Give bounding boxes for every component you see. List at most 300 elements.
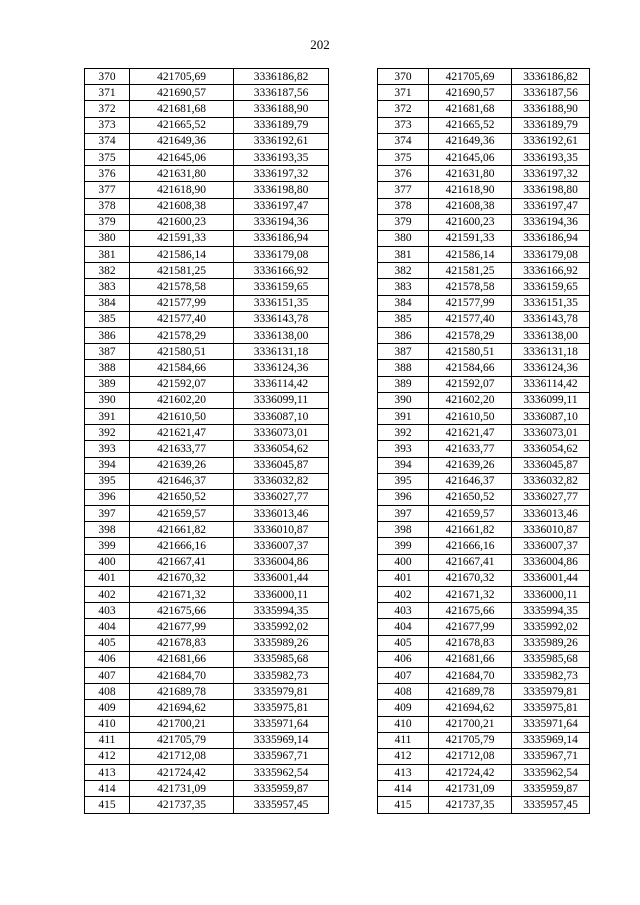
table-row xyxy=(85,635,329,651)
point-number-cell: 392 xyxy=(378,425,429,441)
point-number-cell: 398 xyxy=(85,522,130,538)
y-coordinate-cell: 3336143,78 xyxy=(512,311,590,327)
y-coordinate-cell: 3336189,79 xyxy=(512,117,590,133)
y-coordinate-cell: 3335989,26 xyxy=(512,635,590,651)
x-coordinate-cell: 421670,32 xyxy=(429,570,512,586)
point-number-cell: 400 xyxy=(85,554,130,570)
x-coordinate-cell: 421724,42 xyxy=(130,765,234,781)
y-coordinate-cell: 3335975,81 xyxy=(234,700,329,716)
table-row xyxy=(85,392,329,408)
y-coordinate-cell: 3335979,81 xyxy=(234,684,329,700)
y-coordinate-cell: 3336004,86 xyxy=(234,554,329,570)
table-row xyxy=(378,344,590,360)
point-number-cell: 411 xyxy=(85,732,130,748)
y-coordinate-cell: 3335959,87 xyxy=(512,781,590,797)
point-number-cell: 406 xyxy=(378,651,429,667)
table-row xyxy=(85,506,329,522)
x-coordinate-cell: 421712,08 xyxy=(130,748,234,764)
x-coordinate-cell: 421724,42 xyxy=(429,765,512,781)
point-number-cell: 385 xyxy=(85,311,130,327)
y-coordinate-cell: 3336099,11 xyxy=(234,392,329,408)
y-coordinate-cell: 3336188,90 xyxy=(512,101,590,117)
point-number-cell: 397 xyxy=(378,506,429,522)
table-row xyxy=(378,716,590,732)
point-number-cell: 409 xyxy=(378,700,429,716)
x-coordinate-cell: 421577,99 xyxy=(130,295,234,311)
x-coordinate-cell: 421712,08 xyxy=(429,748,512,764)
y-coordinate-cell: 3335971,64 xyxy=(234,716,329,732)
x-coordinate-cell: 421621,47 xyxy=(130,425,234,441)
x-coordinate-cell: 421591,33 xyxy=(429,230,512,246)
table-row xyxy=(378,263,590,279)
table-row xyxy=(85,732,329,748)
table-row xyxy=(85,344,329,360)
y-coordinate-cell: 3336000,11 xyxy=(512,587,590,603)
point-number-cell: 413 xyxy=(85,765,130,781)
x-coordinate-cell: 421633,77 xyxy=(130,441,234,457)
y-coordinate-cell: 3336187,56 xyxy=(234,85,329,101)
point-number-cell: 373 xyxy=(378,117,429,133)
point-number-cell: 384 xyxy=(85,295,130,311)
x-coordinate-cell: 421731,09 xyxy=(130,781,234,797)
x-coordinate-cell: 421690,57 xyxy=(429,85,512,101)
table-row xyxy=(378,360,590,376)
y-coordinate-cell: 3336054,62 xyxy=(234,441,329,457)
x-coordinate-cell: 421577,40 xyxy=(130,311,234,327)
coordinates-table-left xyxy=(84,68,329,814)
point-number-cell: 390 xyxy=(378,392,429,408)
point-number-cell: 414 xyxy=(378,781,429,797)
y-coordinate-cell: 3336159,65 xyxy=(234,279,329,295)
point-number-cell: 404 xyxy=(378,619,429,635)
table-row xyxy=(85,85,329,101)
point-number-cell: 370 xyxy=(85,69,130,85)
y-coordinate-cell: 3335967,71 xyxy=(512,748,590,764)
point-number-cell: 413 xyxy=(378,765,429,781)
y-coordinate-cell: 3336189,79 xyxy=(234,117,329,133)
y-coordinate-cell: 3336114,42 xyxy=(234,376,329,392)
y-coordinate-cell: 3335982,73 xyxy=(512,667,590,683)
y-coordinate-cell: 3336194,36 xyxy=(512,214,590,230)
y-coordinate-cell: 3336027,77 xyxy=(512,489,590,505)
y-coordinate-cell: 3336179,08 xyxy=(234,247,329,263)
x-coordinate-cell: 421731,09 xyxy=(429,781,512,797)
point-number-cell: 379 xyxy=(378,214,429,230)
x-coordinate-cell: 421690,57 xyxy=(130,85,234,101)
table-row xyxy=(85,651,329,667)
x-coordinate-cell: 421681,66 xyxy=(429,651,512,667)
table-row xyxy=(85,765,329,781)
table-row xyxy=(378,328,590,344)
table-row xyxy=(378,69,590,85)
point-number-cell: 379 xyxy=(85,214,130,230)
point-number-cell: 403 xyxy=(378,603,429,619)
table-row xyxy=(378,748,590,764)
table-row xyxy=(378,603,590,619)
y-coordinate-cell: 3336007,37 xyxy=(512,538,590,554)
y-coordinate-cell: 3335971,64 xyxy=(512,716,590,732)
y-coordinate-cell: 3335969,14 xyxy=(234,732,329,748)
y-coordinate-cell: 3335985,68 xyxy=(234,651,329,667)
y-coordinate-cell: 3336087,10 xyxy=(512,408,590,424)
x-coordinate-cell: 421666,16 xyxy=(130,538,234,554)
table-row xyxy=(85,149,329,165)
table-row xyxy=(378,247,590,263)
table-row xyxy=(85,198,329,214)
table-row xyxy=(85,425,329,441)
x-coordinate-cell: 421581,25 xyxy=(130,263,234,279)
point-number-cell: 374 xyxy=(378,133,429,149)
point-number-cell: 391 xyxy=(378,408,429,424)
table-row xyxy=(378,457,590,473)
y-coordinate-cell: 3335975,81 xyxy=(512,700,590,716)
y-coordinate-cell: 3336151,35 xyxy=(512,295,590,311)
table-row xyxy=(85,522,329,538)
table-row xyxy=(85,360,329,376)
x-coordinate-cell: 421677,99 xyxy=(130,619,234,635)
table-row xyxy=(378,554,590,570)
x-coordinate-cell: 421586,14 xyxy=(429,247,512,263)
point-number-cell: 404 xyxy=(85,619,130,635)
y-coordinate-cell: 3336192,61 xyxy=(512,133,590,149)
y-coordinate-cell: 3336197,32 xyxy=(512,166,590,182)
table-row xyxy=(378,85,590,101)
table-row xyxy=(85,328,329,344)
table-row xyxy=(378,166,590,182)
y-coordinate-cell: 3336032,82 xyxy=(512,473,590,489)
x-coordinate-cell: 421646,37 xyxy=(130,473,234,489)
x-coordinate-cell: 421610,50 xyxy=(130,408,234,424)
point-number-cell: 410 xyxy=(85,716,130,732)
x-coordinate-cell: 421667,41 xyxy=(130,554,234,570)
table-row xyxy=(378,425,590,441)
table-row xyxy=(378,101,590,117)
point-number-cell: 405 xyxy=(85,635,130,651)
x-coordinate-cell: 421586,14 xyxy=(130,247,234,263)
point-number-cell: 406 xyxy=(85,651,130,667)
x-coordinate-cell: 421705,79 xyxy=(429,732,512,748)
point-number-cell: 395 xyxy=(378,473,429,489)
point-number-cell: 405 xyxy=(378,635,429,651)
y-coordinate-cell: 3336186,94 xyxy=(234,230,329,246)
y-coordinate-cell: 3336032,82 xyxy=(234,473,329,489)
point-number-cell: 375 xyxy=(85,149,130,165)
point-number-cell: 402 xyxy=(378,587,429,603)
y-coordinate-cell: 3335982,73 xyxy=(234,667,329,683)
y-coordinate-cell: 3336197,32 xyxy=(234,166,329,182)
table-row xyxy=(85,619,329,635)
point-number-cell: 384 xyxy=(378,295,429,311)
table-row xyxy=(85,441,329,457)
x-coordinate-cell: 421659,57 xyxy=(429,506,512,522)
table-row xyxy=(85,489,329,505)
y-coordinate-cell: 3336197,47 xyxy=(234,198,329,214)
point-number-cell: 412 xyxy=(85,748,130,764)
y-coordinate-cell: 3336194,36 xyxy=(234,214,329,230)
table-row xyxy=(85,570,329,586)
table-row xyxy=(378,781,590,797)
x-coordinate-cell: 421689,78 xyxy=(130,684,234,700)
y-coordinate-cell: 3336192,61 xyxy=(234,133,329,149)
x-coordinate-cell: 421684,70 xyxy=(130,667,234,683)
x-coordinate-cell: 421684,70 xyxy=(429,667,512,683)
y-coordinate-cell: 3336186,82 xyxy=(512,69,590,85)
table-row xyxy=(85,117,329,133)
y-coordinate-cell: 3336013,46 xyxy=(234,506,329,522)
y-coordinate-cell: 3336004,86 xyxy=(512,554,590,570)
point-number-cell: 394 xyxy=(378,457,429,473)
x-coordinate-cell: 421681,66 xyxy=(130,651,234,667)
table-row xyxy=(85,230,329,246)
y-coordinate-cell: 3336187,56 xyxy=(512,85,590,101)
table-row xyxy=(378,441,590,457)
point-number-cell: 374 xyxy=(85,133,130,149)
x-coordinate-cell: 421621,47 xyxy=(429,425,512,441)
point-number-cell: 388 xyxy=(378,360,429,376)
point-number-cell: 415 xyxy=(85,797,130,813)
point-number-cell: 410 xyxy=(378,716,429,732)
x-coordinate-cell: 421578,58 xyxy=(429,279,512,295)
x-coordinate-cell: 421610,50 xyxy=(429,408,512,424)
y-coordinate-cell: 3336131,18 xyxy=(234,344,329,360)
table-row xyxy=(85,781,329,797)
x-coordinate-cell: 421639,26 xyxy=(429,457,512,473)
x-coordinate-cell: 421645,06 xyxy=(429,149,512,165)
x-coordinate-cell: 421677,99 xyxy=(429,619,512,635)
y-coordinate-cell: 3335957,45 xyxy=(512,797,590,813)
point-number-cell: 387 xyxy=(85,344,130,360)
point-number-cell: 399 xyxy=(378,538,429,554)
y-coordinate-cell: 3336073,01 xyxy=(234,425,329,441)
y-coordinate-cell: 3336000,11 xyxy=(234,587,329,603)
x-coordinate-cell: 421584,66 xyxy=(130,360,234,376)
table-row xyxy=(378,506,590,522)
table-row xyxy=(378,149,590,165)
point-number-cell: 387 xyxy=(378,344,429,360)
point-number-cell: 389 xyxy=(378,376,429,392)
y-coordinate-cell: 3335992,02 xyxy=(234,619,329,635)
x-coordinate-cell: 421631,80 xyxy=(130,166,234,182)
y-coordinate-cell: 3336166,92 xyxy=(512,263,590,279)
y-coordinate-cell: 3336197,47 xyxy=(512,198,590,214)
point-number-cell: 396 xyxy=(85,489,130,505)
point-number-cell: 407 xyxy=(378,667,429,683)
table-row xyxy=(85,797,329,813)
x-coordinate-cell: 421689,78 xyxy=(429,684,512,700)
point-number-cell: 372 xyxy=(85,101,130,117)
point-number-cell: 371 xyxy=(378,85,429,101)
table-row xyxy=(85,748,329,764)
x-coordinate-cell: 421650,52 xyxy=(130,489,234,505)
table-row xyxy=(85,214,329,230)
page-number: 202 xyxy=(310,37,330,52)
x-coordinate-cell: 421671,32 xyxy=(130,587,234,603)
table-row xyxy=(378,311,590,327)
table-row xyxy=(378,522,590,538)
x-coordinate-cell: 421577,40 xyxy=(429,311,512,327)
point-number-cell: 385 xyxy=(378,311,429,327)
y-coordinate-cell: 3336001,44 xyxy=(512,570,590,586)
point-number-cell: 370 xyxy=(378,69,429,85)
y-coordinate-cell: 3336001,44 xyxy=(234,570,329,586)
y-coordinate-cell: 3336010,87 xyxy=(234,522,329,538)
table-row xyxy=(378,570,590,586)
y-coordinate-cell: 3336073,01 xyxy=(512,425,590,441)
y-coordinate-cell: 3335992,02 xyxy=(512,619,590,635)
x-coordinate-cell: 421649,36 xyxy=(429,133,512,149)
y-coordinate-cell: 3336010,87 xyxy=(512,522,590,538)
table-row xyxy=(378,473,590,489)
point-number-cell: 412 xyxy=(378,748,429,764)
y-coordinate-cell: 3335994,35 xyxy=(234,603,329,619)
x-coordinate-cell: 421694,62 xyxy=(429,700,512,716)
table-row xyxy=(378,651,590,667)
table-row xyxy=(85,667,329,683)
point-number-cell: 382 xyxy=(85,263,130,279)
point-number-cell: 414 xyxy=(85,781,130,797)
table-row xyxy=(378,133,590,149)
x-coordinate-cell: 421578,58 xyxy=(130,279,234,295)
x-coordinate-cell: 421661,82 xyxy=(429,522,512,538)
table-row xyxy=(378,198,590,214)
table-row xyxy=(85,311,329,327)
y-coordinate-cell: 3336131,18 xyxy=(512,344,590,360)
y-coordinate-cell: 3335962,54 xyxy=(512,765,590,781)
point-number-cell: 403 xyxy=(85,603,130,619)
point-number-cell: 383 xyxy=(378,279,429,295)
point-number-cell: 376 xyxy=(85,166,130,182)
point-number-cell: 377 xyxy=(85,182,130,198)
y-coordinate-cell: 3336198,80 xyxy=(234,182,329,198)
table-row xyxy=(85,295,329,311)
table-row xyxy=(85,279,329,295)
point-number-cell: 386 xyxy=(85,328,130,344)
y-coordinate-cell: 3335959,87 xyxy=(234,781,329,797)
table-row xyxy=(85,247,329,263)
y-coordinate-cell: 3335979,81 xyxy=(512,684,590,700)
y-coordinate-cell: 3336007,37 xyxy=(234,538,329,554)
x-coordinate-cell: 421737,35 xyxy=(429,797,512,813)
y-coordinate-cell: 3335967,71 xyxy=(234,748,329,764)
x-coordinate-cell: 421600,23 xyxy=(429,214,512,230)
table-row xyxy=(85,376,329,392)
point-number-cell: 411 xyxy=(378,732,429,748)
y-coordinate-cell: 3336151,35 xyxy=(234,295,329,311)
y-coordinate-cell: 3336114,42 xyxy=(512,376,590,392)
y-coordinate-cell: 3336193,35 xyxy=(512,149,590,165)
x-coordinate-cell: 421578,29 xyxy=(429,328,512,344)
x-coordinate-cell: 421666,16 xyxy=(429,538,512,554)
y-coordinate-cell: 3336188,90 xyxy=(234,101,329,117)
table-row xyxy=(85,538,329,554)
y-coordinate-cell: 3335985,68 xyxy=(512,651,590,667)
y-coordinate-cell: 3336124,36 xyxy=(512,360,590,376)
x-coordinate-cell: 421602,20 xyxy=(429,392,512,408)
x-coordinate-cell: 421580,51 xyxy=(429,344,512,360)
y-coordinate-cell: 3336027,77 xyxy=(234,489,329,505)
point-number-cell: 377 xyxy=(378,182,429,198)
point-number-cell: 383 xyxy=(85,279,130,295)
y-coordinate-cell: 3336198,80 xyxy=(512,182,590,198)
x-coordinate-cell: 421608,38 xyxy=(130,198,234,214)
point-number-cell: 371 xyxy=(85,85,130,101)
y-coordinate-cell: 3336159,65 xyxy=(512,279,590,295)
x-coordinate-cell: 421600,23 xyxy=(130,214,234,230)
x-coordinate-cell: 421661,82 xyxy=(130,522,234,538)
y-coordinate-cell: 3335969,14 xyxy=(512,732,590,748)
point-number-cell: 400 xyxy=(378,554,429,570)
x-coordinate-cell: 421678,83 xyxy=(130,635,234,651)
table-row xyxy=(378,587,590,603)
point-number-cell: 393 xyxy=(85,441,130,457)
coordinates-table-right-body xyxy=(378,69,590,814)
table-row xyxy=(378,295,590,311)
point-number-cell: 401 xyxy=(378,570,429,586)
table-row xyxy=(85,408,329,424)
x-coordinate-cell: 421737,35 xyxy=(130,797,234,813)
y-coordinate-cell: 3336143,78 xyxy=(234,311,329,327)
table-row xyxy=(378,392,590,408)
point-number-cell: 388 xyxy=(85,360,130,376)
table-row xyxy=(378,667,590,683)
point-number-cell: 382 xyxy=(378,263,429,279)
point-number-cell: 395 xyxy=(85,473,130,489)
table-row xyxy=(85,263,329,279)
point-number-cell: 381 xyxy=(378,247,429,263)
x-coordinate-cell: 421700,21 xyxy=(130,716,234,732)
table-row xyxy=(85,166,329,182)
point-number-cell: 378 xyxy=(378,198,429,214)
x-coordinate-cell: 421675,66 xyxy=(429,603,512,619)
table-row xyxy=(378,182,590,198)
x-coordinate-cell: 421665,52 xyxy=(130,117,234,133)
y-coordinate-cell: 3336087,10 xyxy=(234,408,329,424)
coordinates-table-right xyxy=(377,68,590,814)
x-coordinate-cell: 421694,62 xyxy=(130,700,234,716)
table-row xyxy=(378,489,590,505)
x-coordinate-cell: 421681,68 xyxy=(130,101,234,117)
table-row xyxy=(378,408,590,424)
x-coordinate-cell: 421633,77 xyxy=(429,441,512,457)
y-coordinate-cell: 3336166,92 xyxy=(234,263,329,279)
x-coordinate-cell: 421705,69 xyxy=(130,69,234,85)
x-coordinate-cell: 421675,66 xyxy=(130,603,234,619)
point-number-cell: 394 xyxy=(85,457,130,473)
point-number-cell: 402 xyxy=(85,587,130,603)
y-coordinate-cell: 3335994,35 xyxy=(512,603,590,619)
y-coordinate-cell: 3335957,45 xyxy=(234,797,329,813)
coordinates-table-left-body xyxy=(85,69,329,814)
table-row xyxy=(378,117,590,133)
x-coordinate-cell: 421705,79 xyxy=(130,732,234,748)
x-coordinate-cell: 421649,36 xyxy=(130,133,234,149)
y-coordinate-cell: 3335989,26 xyxy=(234,635,329,651)
x-coordinate-cell: 421665,52 xyxy=(429,117,512,133)
point-number-cell: 397 xyxy=(85,506,130,522)
point-number-cell: 392 xyxy=(85,425,130,441)
x-coordinate-cell: 421646,37 xyxy=(429,473,512,489)
x-coordinate-cell: 421591,33 xyxy=(130,230,234,246)
x-coordinate-cell: 421581,25 xyxy=(429,263,512,279)
table-row xyxy=(85,182,329,198)
y-coordinate-cell: 3336138,00 xyxy=(512,328,590,344)
table-row xyxy=(378,732,590,748)
x-coordinate-cell: 421670,32 xyxy=(130,570,234,586)
table-row xyxy=(378,797,590,813)
y-coordinate-cell: 3336099,11 xyxy=(512,392,590,408)
x-coordinate-cell: 421592,07 xyxy=(130,376,234,392)
x-coordinate-cell: 421667,41 xyxy=(429,554,512,570)
